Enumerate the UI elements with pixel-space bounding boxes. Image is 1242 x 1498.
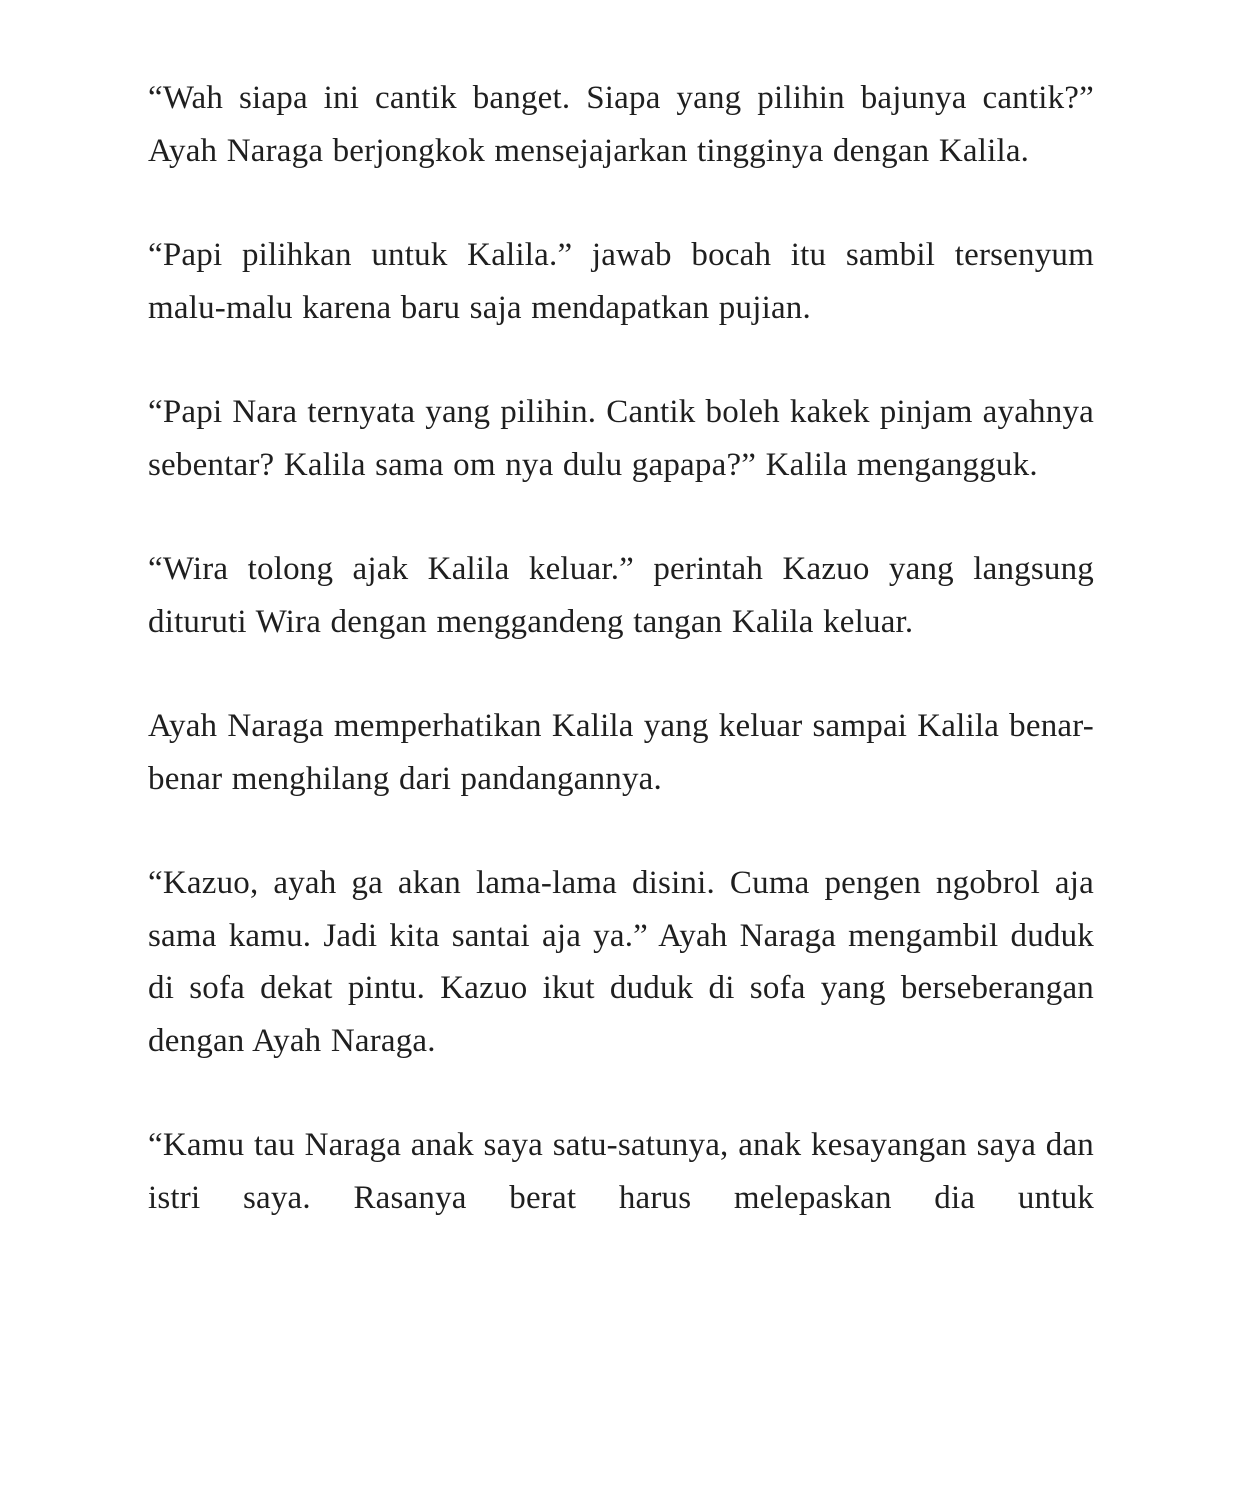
paragraph: “Papi Nara ternyata yang pilihin. Cantik boleh kakek pinjam ayahnya sebentar? Kalila sama om nya dulu gapapa?” Kalila mengangguk.	[148, 394, 1094, 483]
paragraph: “Wah siapa ini cantik banget. Siapa yang pilihin bajunya cantik?” Ayah Naraga berjongkok mensejajarkan tingginya dengan Kalila.	[148, 80, 1094, 169]
paragraph: Ayah Naraga memperhatikan Kalila yang keluar sampai Kalila benar-benar menghilang dari pandangannya.	[148, 708, 1094, 797]
story-text	[148, 72, 1094, 1224]
paragraph: “Wira tolong ajak Kalila keluar.” perintah Kazuo yang langsung dituruti Wira dengan menggandeng tangan Kalila keluar.	[148, 551, 1094, 640]
paragraph: “Papi pilihkan untuk Kalila.” jawab bocah itu sambil tersenyum malu-malu karena baru saja mendapatkan pujian.	[148, 237, 1094, 326]
paragraph: “Kamu tau Naraga anak saya satu-satunya, anak kesayangan saya dan istri saya. Rasanya berat harus melepaskan dia untuk	[148, 1127, 1094, 1216]
paragraph: “Kazuo, ayah ga akan lama-lama disini. Cuma pengen ngobrol aja sama kamu. Jadi kita santai aja ya.” Ayah Naraga mengambil duduk di sofa dekat pintu. Kazuo ikut duduk di sofa yang berseberangan dengan Ayah Naraga.	[148, 865, 1094, 1059]
